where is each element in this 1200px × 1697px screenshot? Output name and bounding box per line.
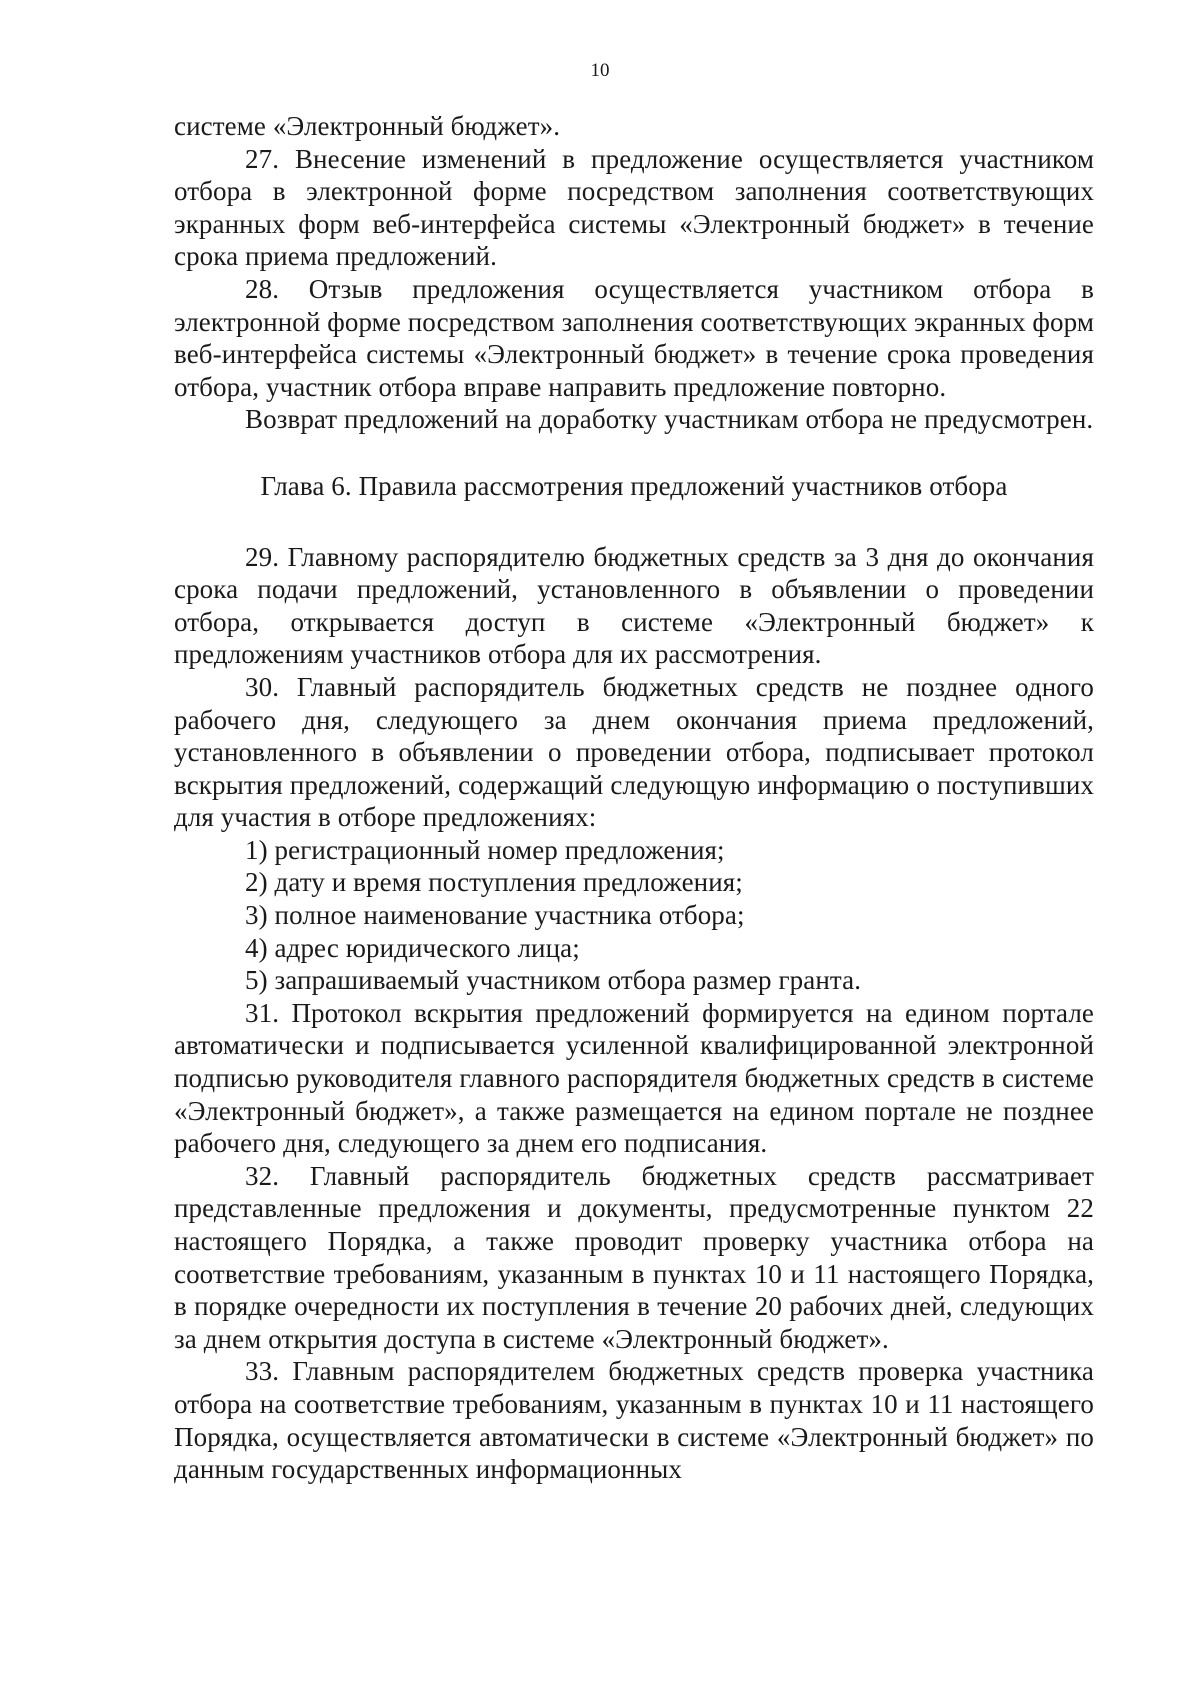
paragraph-29: 29. Главному распорядителю бюджетных средств за 3 дня до окончания срока подачи предложений, установленного в объявлении о проведении отбора, открывается доступ в системе «Электронный бюджет» к предложениям участников отбора для их рассмотрения. — [174, 541, 1094, 670]
paragraph-30: 30. Главный распорядитель бюджетных средств не позднее одного рабочего дня, следующего за днем окончания приема предложений, установленного в объявлении о проведении отбора, подписывает протокол вскрытия предложений, содержащий следующую информацию о поступивших для участия в отборе предложениях: — [174, 671, 1094, 833]
paragraph-28: 28. Отзыв предложения осуществляется участником отбора в электронной форме посредством заполнения соответствующих экранных форм веб-интерфейса системы «Электронный бюджет» в течение срока проведения отбора, участник отбора вправе направить предложение повторно. — [174, 273, 1095, 402]
paragraph-33: 33. Главным распорядителем бюджетных средств проверка участника отбора на соответствие требованиям, указанным в пунктах 10 и 11 настоящего Порядка, осуществляется автоматически в системе «Электронный бюджет» по данным государственных информационных — [174, 1356, 1094, 1485]
list-item-3: 3) полное наименование участника отбора; — [245, 900, 745, 931]
paragraph-32: 32. Главный распорядитель бюджетных средств рассматривает представленные предложения и документы, предусмотренные пунктом 22 настоящего Порядка, а также проводит проверку участника отбора на соответствие требованиям, указанным в пунктах 10 и 11 настоящего Порядка, в порядке очередности их поступления в течение 20 рабочих дней, следующих за днем открытия доступа в системе «Электронный бюджет». — [174, 1160, 1094, 1354]
list-item-2: 2) дату и время поступления предложения; — [245, 867, 743, 898]
page-number: 10 — [590, 60, 610, 81]
paragraph-31: 31. Протокол вскрытия предложений формируется на едином портале автоматически и подписывается усиленной квалифицированной электронной подписью руководителя главного распорядителя бюджетных средств в системе «Электронный бюджет», а также размещается на едином портале не позднее рабочего дня, следующего за днем его подписания. — [174, 997, 1094, 1159]
paragraph-27: 27. Внесение изменений в предложение осуществляется участником отбора в электронной форме посредством заполнения соответствующих экранных форм веб-интерфейса системы «Электронный бюджет» в течение срока приема предложений. — [174, 143, 1094, 272]
paragraph-continuation: системе «Электронный бюджет». — [174, 111, 561, 141]
list-item-5: 5) запрашиваемый участником отбора размер гранта. — [245, 965, 862, 996]
document-body — [174, 110, 1094, 1486]
list-item-4: 4) адрес юридического лица; — [245, 932, 580, 963]
chapter-heading: Глава 6. Правила рассмотрения предложений участников отбора — [260, 470, 1008, 501]
paragraph-28-return: Возврат предложений на доработку участникам отбора не предусмотрен. — [245, 404, 1094, 435]
list-item-1: 1) регистрационный номер предложения; — [245, 834, 725, 865]
